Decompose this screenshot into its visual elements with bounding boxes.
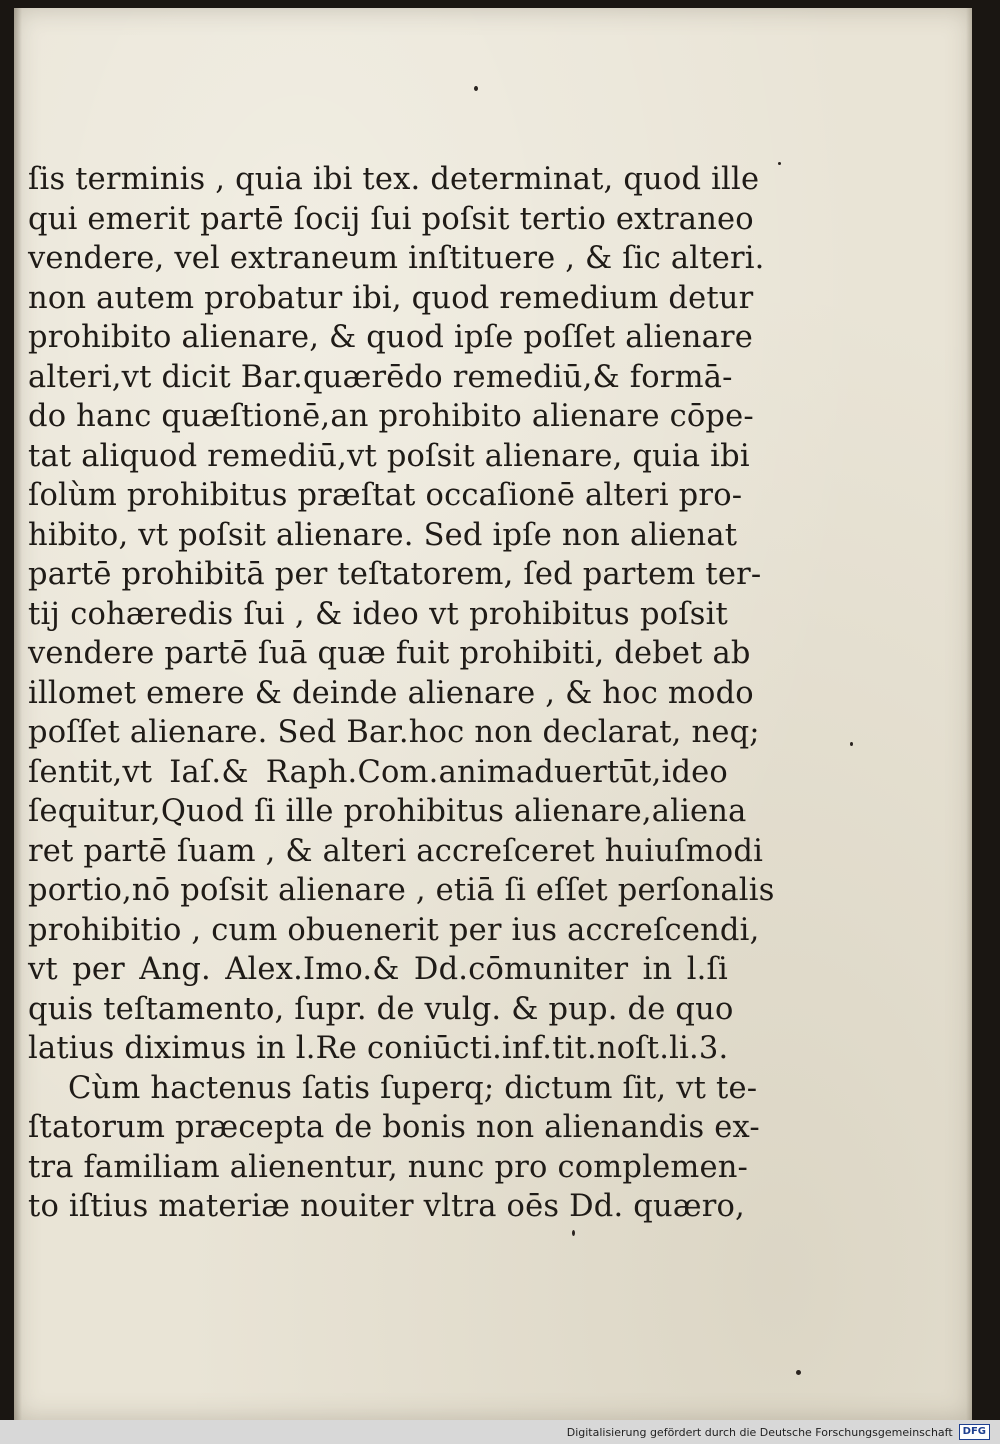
text-line: ſtatorum præcepta de bonis non alienandis ex- — [28, 1110, 760, 1145]
text-line: illomet emere & deinde alienare , & hoc modo — [28, 675, 754, 711]
text-line: latius diximus in l.Re coniūcti.inf.tit.noſt.li.3. — [28, 1031, 729, 1066]
ink-speck — [850, 742, 853, 746]
text-line: tra familiam alienentur, nunc pro complemen- — [28, 1149, 749, 1185]
text-line: poſſet alienare. Sed Bar.hoc non declarat, neq; — [28, 715, 760, 750]
text-line: vendere partē ſuā quæ fuit prohibiti, debet ab — [28, 636, 751, 671]
text-line: portio,nō poſsit alienare , etiā ſi eſſet perſonalis — [28, 873, 775, 908]
text-line: ret partē ſuam , & alteri accreſceret huiuſmodi — [28, 833, 764, 869]
text-line: partē prohibitā per teſtatorem, ſed partem ter- — [28, 557, 762, 592]
text-line: non autem probatur ibi, quod remedium detur — [28, 280, 754, 316]
text-line: to iſtius materiæ nouiter vltra oēs Dd. quæro, — [28, 1189, 745, 1224]
footer-credit: Digitalisierung gefördert durch die Deutsche Forschungsgemeinschaft — [566, 1425, 953, 1439]
text-line: vt per Ang. Alex.Imo.& Dd.cōmuniter in l.ſi — [28, 952, 728, 987]
text-line: qui emerit partē ſocij ſui poſsit tertio extraneo — [28, 201, 754, 237]
text-line: prohibito alienare, & quod ipſe poſſet alienare — [28, 320, 754, 355]
ink-speck — [572, 1230, 575, 1236]
text-line: alteri,vt dicit Bar.quærēdo remediū,& formā- — [28, 359, 733, 395]
text-line: ſis terminis , quia ibi tex. determinat, quod ille — [28, 162, 760, 197]
ink-speck — [778, 162, 781, 165]
text-line: prohibitio , cum obuenerit per ius accreſcendi, — [28, 912, 760, 948]
book-page — [14, 8, 972, 1420]
text-line: Cùm hactenus ſatis ſuperq; dictum ſit, vt te- — [68, 1070, 758, 1106]
text-line: ſentit,vt Iaſ.& Raph.Com.animaduertūt,ideo — [28, 754, 728, 790]
text-line: ſequitur,Quod ſi ille prohibitus alienare,aliena — [28, 794, 747, 829]
ink-speck — [474, 86, 478, 91]
ink-speck — [796, 1370, 801, 1375]
text-line: do hanc quæſtionē,an prohibito alienare cōpe- — [28, 399, 754, 434]
dfg-logo: DFG — [959, 1424, 990, 1440]
footer-bar — [0, 1420, 1000, 1444]
text-line: tat aliquod remediū,vt poſsit alienare, quia ibi — [28, 438, 750, 474]
text-line: hibito, vt poſsit alienare. Sed ipſe non alienat — [28, 517, 738, 553]
body-text — [28, 160, 775, 1227]
text-line: ſolùm prohibitus præſtat occaſionē alteri pro- — [28, 478, 743, 513]
text-line: tij cohæredis ſui , & ideo vt prohibitus poſsit — [28, 596, 728, 632]
text-line: quis teſtamento, ſupr. de vulg. & pup. de quo — [28, 991, 734, 1027]
text-line: vendere, vel extraneum inſtituere , & ſic alteri. — [28, 241, 765, 276]
